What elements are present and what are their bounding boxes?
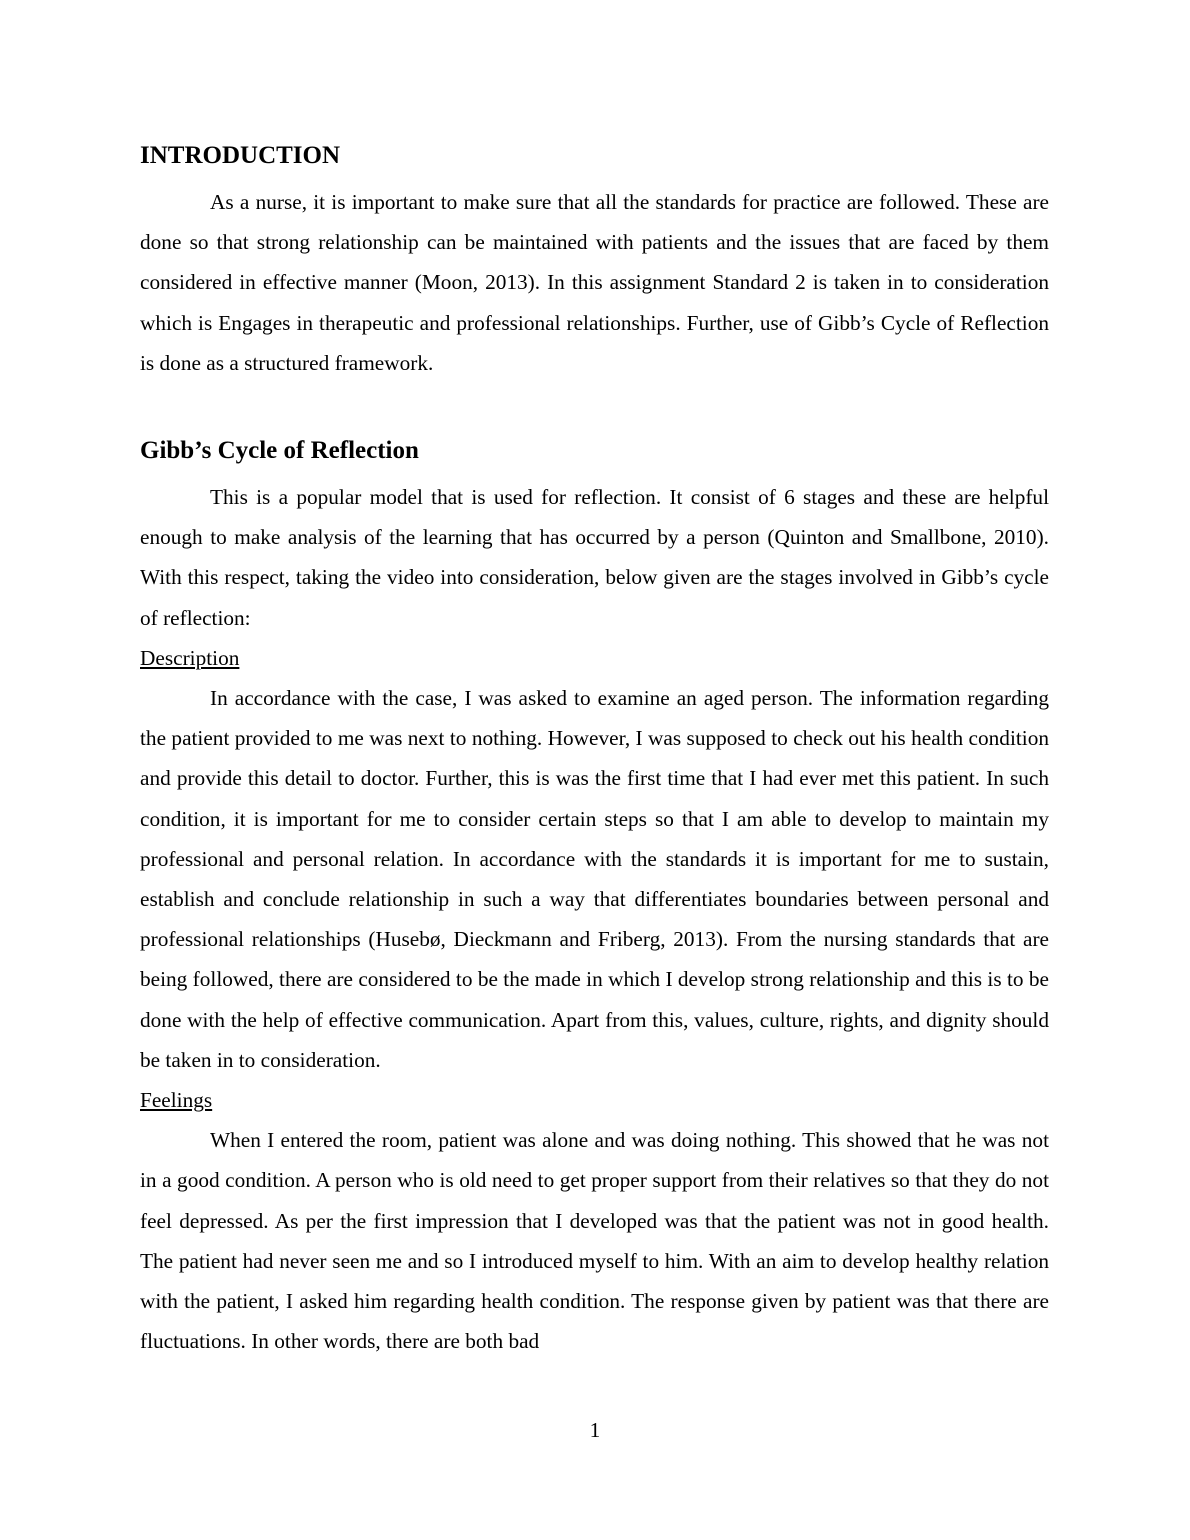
page-content xyxy=(140,140,1049,1361)
introduction-heading: INTRODUCTION xyxy=(140,142,341,169)
feelings-subheading: Feelings xyxy=(140,1088,213,1113)
feelings-paragraph: When I entered the room, patient was alone and was doing nothing. This showed that he was not in a good condition. A person who is old need to get proper support from their relatives so that they do not feel depressed. As per the first impression that I developed was that the patient was not in good health. The patient had never seen me and so I introduced myself to him. With an aim to develop healthy relation with the patient, I asked him regarding health condition. The response given by patient was that there are fluctuations. In other words, there are both bad xyxy=(140,1128,1049,1354)
description-paragraph: In accordance with the case, I was asked to examine an aged person. The information regarding the patient provided to me was next to nothing. However, I was supposed to check out his health condition and provide this detail to doctor. Further, this is was the first time that I had ever met this patient. In such condition, it is important for me to consider certain steps so that I am able to develop to maintain my professional and personal relation. In accordance with the standards it is important for me to sustain, establish and conclude relationship in such a way that differentiates boundaries between personal and professional relationships (Husebø, Dieckmann and Friberg, 2013). From the nursing standards that are being followed, there are considered to be the made in which I develop strong relationship and this is to be done with the help of effective communication. Apart from this, values, culture, rights, and dignity should be taken in to consideration. xyxy=(140,686,1049,1072)
gibbs-cycle-paragraph: This is a popular model that is used for reflection. It consist of 6 stages and these are helpful enough to make analysis of the learning that has occurred by a person (Quinton and Smallbone, 2010). With this respect, taking the video into consideration, below given are the stages involved in Gibb’s cycle of reflection: xyxy=(140,485,1049,630)
description-subheading: Description xyxy=(140,645,240,670)
introduction-paragraph: As a nurse, it is important to make sure that all the standards for practice are followed. These are done so that strong relationship can be maintained with patients and the issues that are faced by them considered in effective manner (Moon, 2013). In this assignment Standard 2 is taken in to consideration which is Engages in therapeutic and professional relationships. Further, use of Gibb’s Cycle of Reflection is done as a structured framework. xyxy=(140,190,1049,375)
page-number: 1 xyxy=(589,1418,601,1442)
gibbs-cycle-heading: Gibb’s Cycle of Reflection xyxy=(140,437,419,465)
